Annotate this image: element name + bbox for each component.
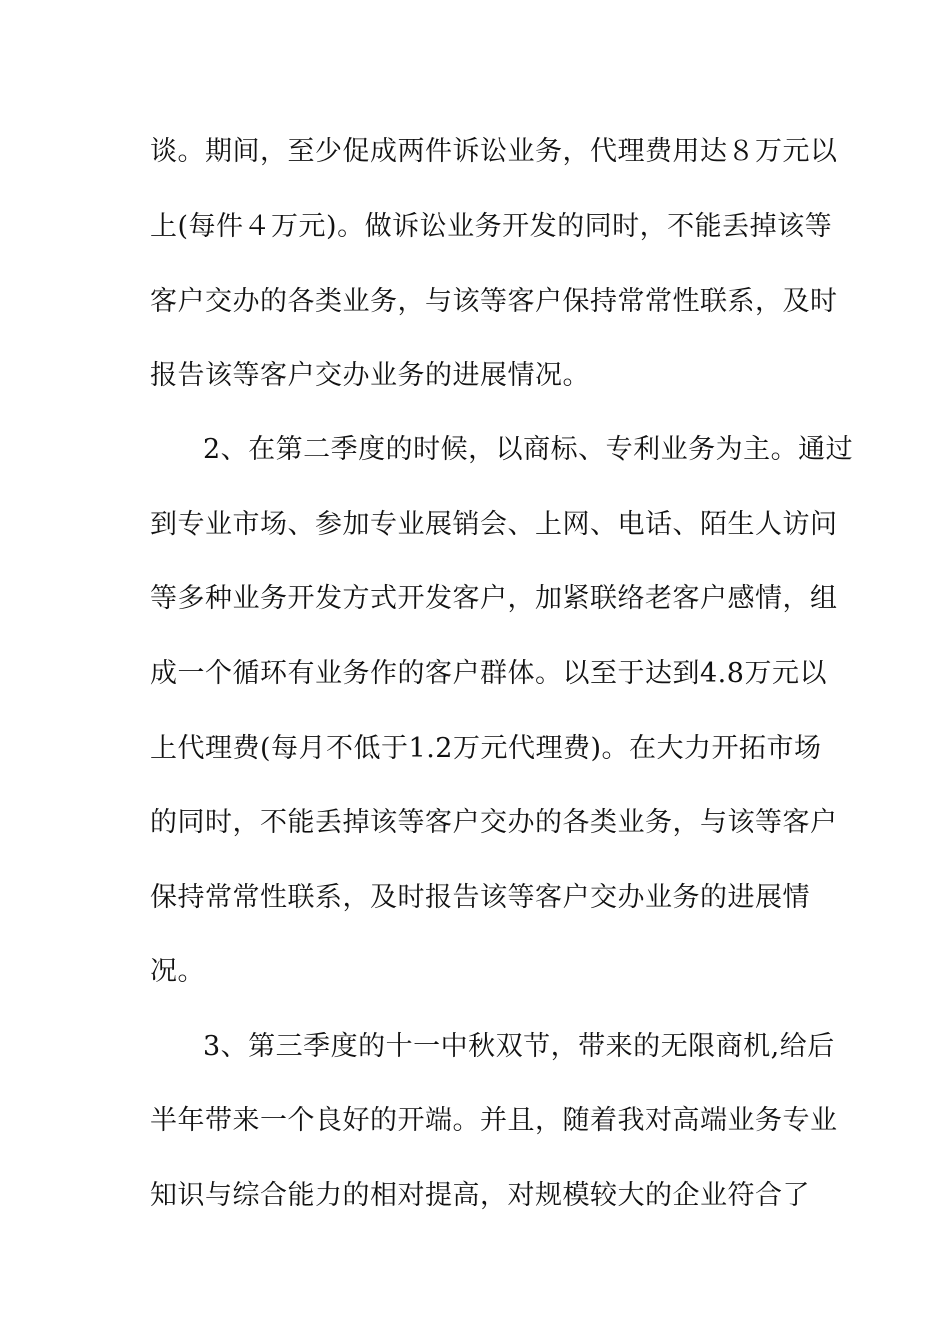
paragraph-2-line-2: 到专业市场、参加专业展销会、上网、电话、陌生人访问 <box>150 509 838 540</box>
paragraph-2-line-8: 况。 <box>150 956 205 987</box>
paragraph-1-line-1: 谈。期间，至少促成两件诉讼业务，代理费用达８万元以 <box>150 136 838 167</box>
paragraph-2-line-6: 的同时，不能丢掉该等客户交办的各类业务，与该等客户 <box>150 807 838 838</box>
paragraph-3-line-3: 知识与综合能力的相对提高，对规模较大的企业符合了 <box>150 1180 810 1211</box>
paragraph-2-line-5: 上代理费(每月不低于1.2万元代理费)。在大力开拓市场 <box>150 733 822 764</box>
paragraph-2-line-3: 等多种业务开发方式开发客户，加紧联络老客户感情，组 <box>150 583 838 614</box>
paragraph-2-line-1: 2、在第二季度的时候，以商标、专利业务为主。通过 <box>203 434 854 465</box>
paragraph-1-line-3: 客户交办的各类业务，与该等客户保持常常性联系，及时 <box>150 286 838 317</box>
paragraph-2-line-4: 成一个循环有业务作的客户群体。以至于达到4.8万元以 <box>150 658 827 689</box>
paragraph-3-line-2: 半年带来一个良好的开端。并且，随着我对高端业务专业 <box>150 1105 838 1136</box>
paragraph-2-line-7: 保持常常性联系，及时报告该等客户交办业务的进展情 <box>150 882 810 913</box>
paragraph-1-line-4: 报告该等客户交办业务的进展情况。 <box>150 360 590 391</box>
paragraph-1-line-2: 上(每件４万元)。做诉讼业务开发的同时，不能丢掉该等 <box>150 211 833 242</box>
paragraph-3-line-1: 3、第三季度的十一中秋双节，带来的无限商机,给后 <box>203 1031 835 1062</box>
